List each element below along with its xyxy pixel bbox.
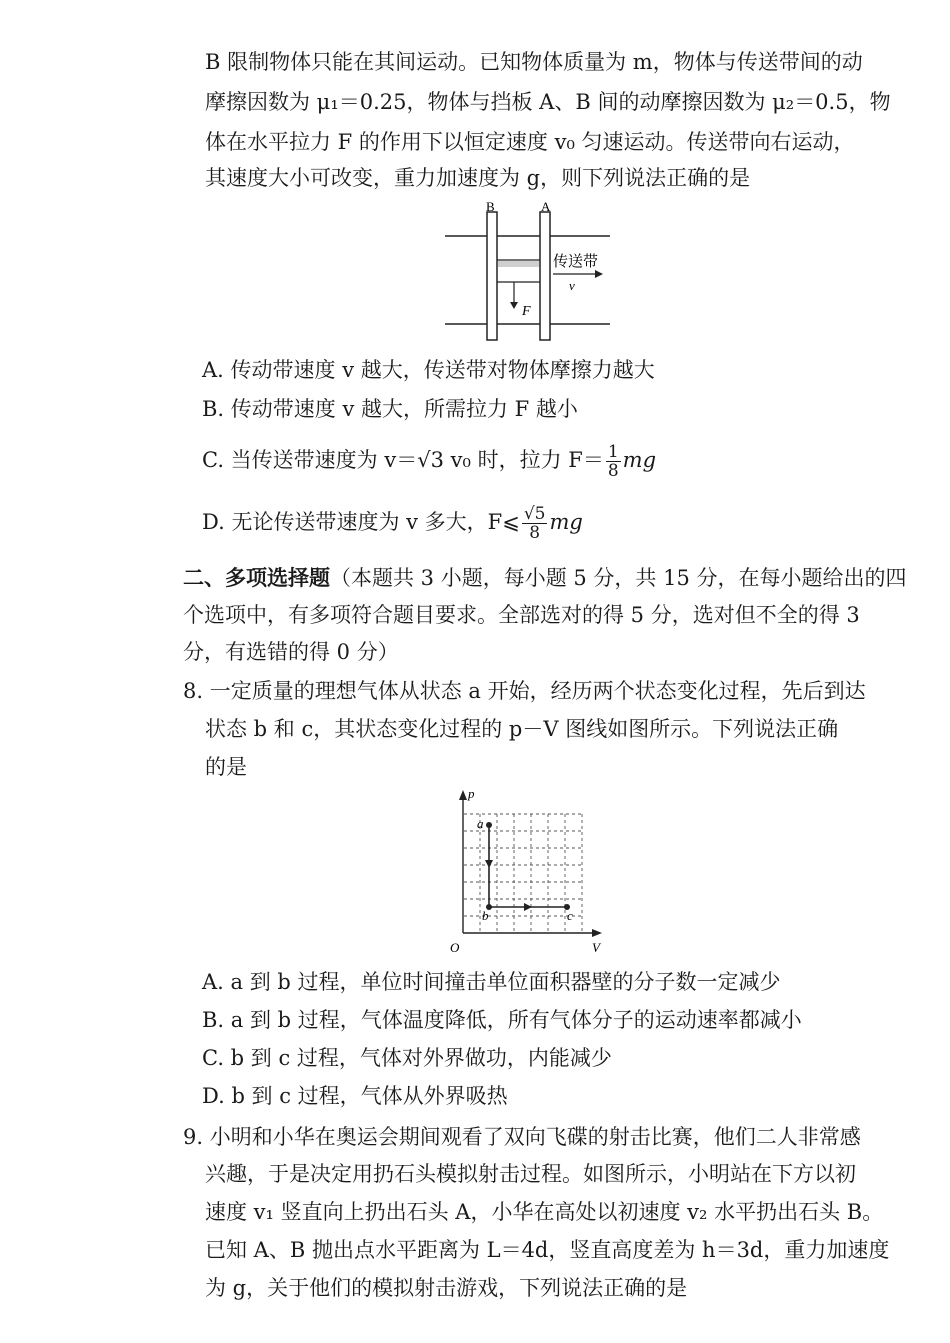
q8-line-3: 的是	[205, 755, 247, 779]
q7-option-c	[202, 440, 656, 480]
conveyor-belt-figure	[440, 198, 620, 343]
q8-option-b: B. a 到 b 过程，气体温度降低，所有气体分子的运动速率都减小	[202, 1008, 802, 1032]
q7-line-3: 体在水平拉力 F 的作用下以恒定速度 v₀ 匀速运动。传送带向右运动，	[205, 130, 855, 154]
section2-heading: 二、多项选择题	[183, 565, 330, 590]
section2-desc-2: 个选项中，有多项符合题目要求。全部选对的得 5 分，选对但不全的得 3	[183, 603, 860, 627]
baffle-a-label: A	[541, 199, 551, 214]
q7-option-d-text: D. 无论传送带速度为 v 多大，F⩽	[202, 510, 520, 534]
q9-line-2: 兴趣，于是决定用扔石头模拟射击过程。如图所示，小明站在下方以初	[205, 1162, 856, 1186]
q7-option-c-text: C. 当传送带速度为 v＝√3 v₀ 时，拉力 F＝	[202, 448, 604, 472]
pv-graph	[446, 786, 616, 956]
q7-option-b: B. 传动带速度 v 越大，所需拉力 F 越小	[202, 397, 578, 421]
q7-option-d-numerator: √5	[523, 504, 546, 524]
state-c-label: c	[567, 908, 573, 923]
q7-option-d-denominator: 8	[529, 523, 541, 543]
belt-label: 传送带	[553, 254, 599, 270]
q7-option-c-numerator: 1	[607, 442, 619, 462]
q8-line-1: 8. 一定质量的理想气体从状态 a 开始，经历两个状态变化过程，先后到达	[183, 679, 866, 703]
q9-line-4: 已知 A、B 抛出点水平距离为 L＝4d，竖直高度差为 h＝3d，重力加速度	[205, 1238, 890, 1262]
q7-option-c-fraction	[606, 443, 621, 480]
state-b-label: b	[482, 908, 489, 923]
q8-option-c: C. b 到 c 过程，气体对外界做功，内能减少	[202, 1046, 612, 1070]
force-label: F	[522, 304, 531, 319]
belt-velocity-label: v	[569, 278, 575, 293]
section2-intro	[183, 564, 907, 592]
q7-line-2: 摩擦因数为 μ₁＝0.25，物体与挡板 A、B 间的动摩擦因数为 μ₂＝0.5，物	[205, 90, 891, 114]
q7-option-c-unit: mg	[622, 448, 657, 472]
q7-option-d	[202, 502, 583, 542]
q7-line-4: 其速度大小可改变，重力加速度为 g，则下列说法正确的是	[205, 166, 751, 190]
q7-line-1: B 限制物体只能在其间运动。已知物体质量为 m，物体与传送带间的动	[205, 50, 863, 74]
q9-line-1: 9. 小明和小华在奥运会期间观看了双向飞碟的射击比赛，他们二人非常感	[183, 1125, 861, 1149]
v-axis-label: V	[592, 940, 600, 955]
q7-option-a: A. 传动带速度 v 越大，传送带对物体摩擦力越大	[202, 358, 655, 382]
origin-label: O	[450, 940, 460, 955]
state-a-label: a	[477, 816, 484, 831]
section2-desc-3: 分，有选错的得 0 分）	[183, 640, 399, 664]
q9-line-5: 为 g，关于他们的模拟射击游戏，下列说法正确的是	[205, 1276, 688, 1300]
q7-option-c-denominator: 8	[607, 461, 619, 481]
q9-line-3: 速度 v₁ 竖直向上扔出石头 A，小华在高处以初速度 v₂ 水平扔出石头 B。	[205, 1200, 884, 1224]
q8-line-2: 状态 b 和 c，其状态变化过程的 p－V 图线如图所示。下列说法正确	[205, 717, 839, 741]
q8-option-a: A. a 到 b 过程，单位时间撞击单位面积器壁的分子数一定减少	[202, 970, 781, 994]
q8-option-d: D. b 到 c 过程，气体从外界吸热	[202, 1084, 508, 1108]
p-axis-label: p	[468, 786, 475, 801]
section2-desc-1: （本题共 3 小题，每小题 5 分，共 15 分，在每小题给出的四	[330, 566, 907, 590]
q7-option-d-unit: mg	[549, 510, 583, 534]
q7-option-d-fraction	[522, 505, 548, 542]
baffle-b-label: B	[486, 199, 495, 214]
